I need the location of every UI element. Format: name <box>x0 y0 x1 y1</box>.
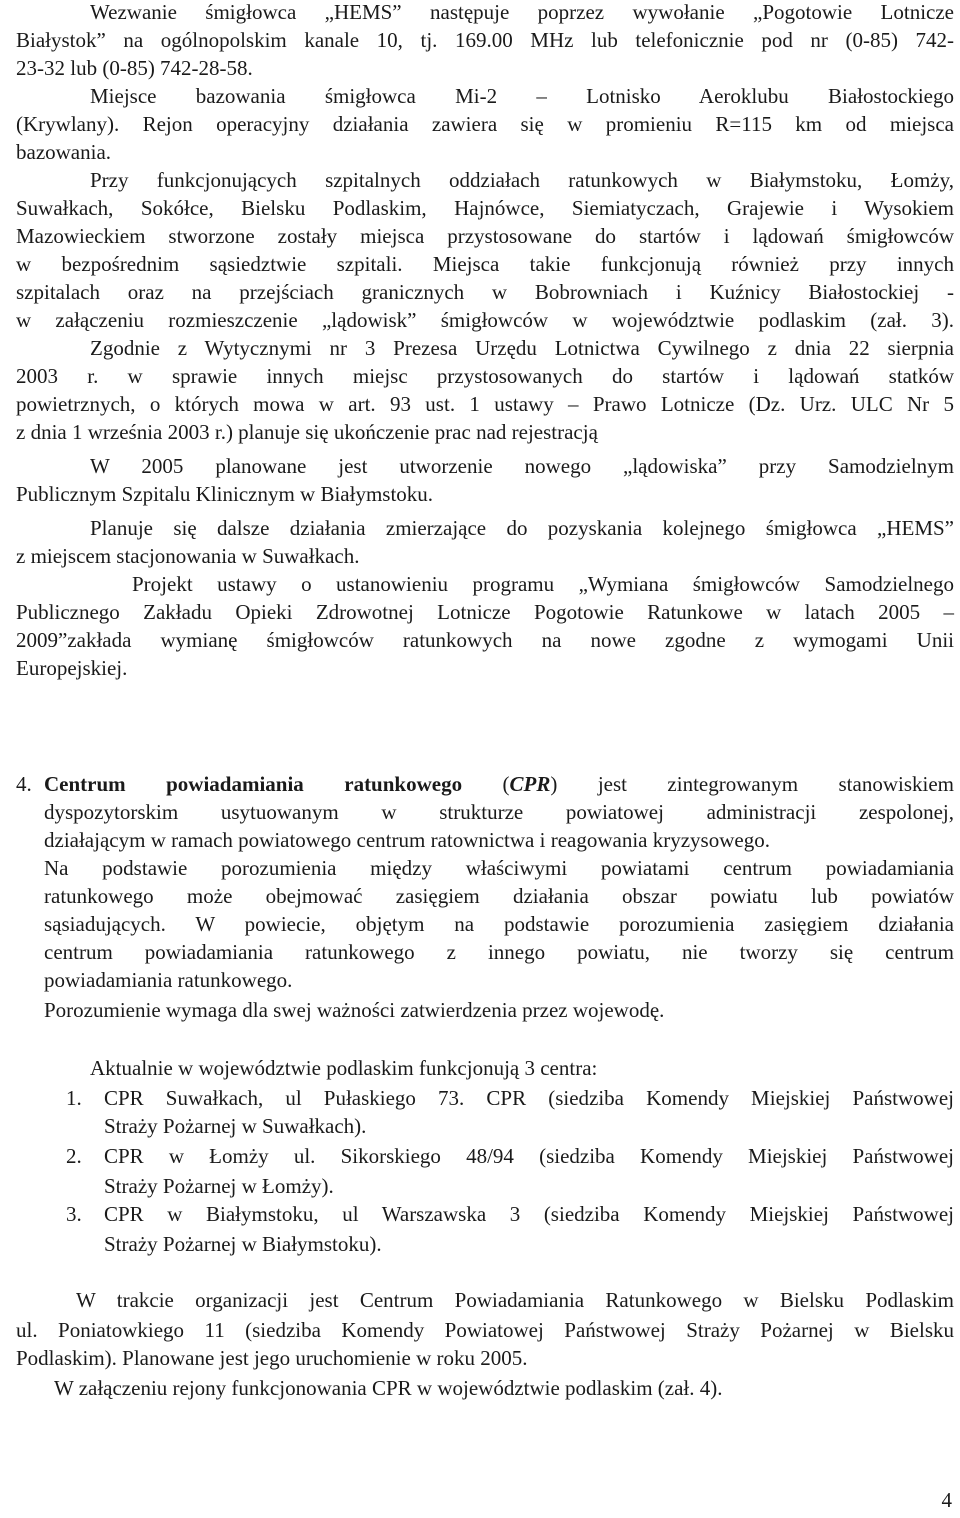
paragraph-line: Projekt ustawy o ustanowieniu programu „Wymiana śmigłowców Samodzielnego <box>132 572 954 596</box>
paragraph-line: W trakcie organizacji jest Centrum Powiadamiania Ratunkowego w Bielsku Podlaskim <box>76 1288 954 1312</box>
list-item-number: 2. <box>66 1144 82 1168</box>
section-abbr: CPR <box>509 772 551 796</box>
paragraph-line: Europejskiej. <box>16 656 128 680</box>
list-item: CPR w Łomży ul. Sikorskiego 48/94 (siedziba Komendy Miejskiej Państwowej <box>104 1144 954 1168</box>
paragraph-line: Podlaskim). Planowane jest jego uruchomienie w roku 2005. <box>16 1346 528 1370</box>
paragraph-line: Zgodnie z Wytycznymi nr 3 Prezesa Urzędu Lotnictwa Cywilnego z dnia 22 sierpnia <box>90 336 954 360</box>
paragraph-line: powiadamiania ratunkowego. <box>44 968 293 992</box>
paragraph-line: sąsiadujących. W powiecie, objętym na podstawie porozumienia zasięgiem działania <box>44 912 954 936</box>
paragraph-line: w bezpośrednim sąsiedztwie szpitali. Miejsca takie funkcjonują również przy innych <box>16 252 954 276</box>
paragraph-line: W 2005 planowane jest utworzenie nowego „lądowiska” przy Samodzielnym <box>90 454 954 478</box>
paragraph-line: 23-32 lub (0-85) 742-28-58. <box>16 56 253 80</box>
list-item-cont: Straży Pożarnej w Suwałkach). <box>104 1114 367 1138</box>
paragraph-line: Wezwanie śmigłowca „HEMS” następuje poprzez wywołanie „Pogotowie Lotnicze <box>90 0 954 24</box>
paragraph-line: Publicznego Zakładu Opieki Zdrowotnej Lotnicze Pogotowie Ratunkowe w latach 2005 – <box>16 600 954 624</box>
paragraph-line: powietrznych, o których mowa w art. 93 ust. 1 ustawy – Prawo Lotnicze (Dz. Urz. ULC Nr 5 <box>16 392 954 416</box>
section-heading-line <box>44 770 954 798</box>
paragraph-line: ratunkowego może obejmować zasięgiem działania obszar powiatu lub powiatów <box>44 884 954 908</box>
list-intro: Aktualnie w województwie podlaskim funkcjonują 3 centra: <box>90 1056 598 1080</box>
paragraph-line: Planuje się dalsze działania zmierzające do pozyskania kolejnego śmigłowca „HEMS” <box>90 516 954 540</box>
section-title-rest: ) jest zintegrowanym stanowiskiem <box>550 772 954 796</box>
paragraph-line: w załączeniu rozmieszczenie „lądowisk” śmigłowców w województwie podlaskim (zał. 3). <box>16 308 954 332</box>
list-item-number: 3. <box>66 1202 82 1226</box>
section-number: 4. <box>16 772 32 796</box>
list-item-cont: Straży Pożarnej w Białymstoku). <box>104 1232 382 1256</box>
list-item-cont: Straży Pożarnej w Łomży). <box>104 1174 334 1198</box>
list-item: CPR Suwałkach, ul Pułaskiego 73. CPR (siedziba Komendy Miejskiej Państwowej <box>104 1086 954 1110</box>
paragraph-line: ul. Poniatowkiego 11 (siedziba Komendy Powiatowej Państwowej Straży Pożarnej w Bielsku <box>16 1318 954 1342</box>
paragraph-line: dyspozytorskim usytuowanym w strukturze powiatowej administracji zespolonej, <box>44 800 954 824</box>
paragraph-line: Przy funkcjonujących szpitalnych oddziałach ratunkowych w Białymstoku, Łomży, <box>90 168 954 192</box>
paragraph-line: Publicznym Szpitalu Klinicznym w Białymstoku. <box>16 482 434 506</box>
paragraph-line: Suwałkach, Sokółce, Bielsku Podlaskim, Hajnówce, Siemiatyczach, Grajewie i Wysokiem <box>16 196 954 220</box>
paragraph-line: (Krywlany). Rejon operacyjny działania zawiera się w promieniu R=115 km od miejsca <box>16 112 954 136</box>
paragraph-line: z miejscem stacjonowania w Suwałkach. <box>16 544 360 568</box>
paren-open: ( <box>462 772 510 796</box>
paragraph-line: Miejsce bazowania śmigłowca Mi-2 – Lotnisko Aeroklubu Białostockiego <box>90 84 954 108</box>
paragraph-line: Na podstawie porozumienia między właściwymi powiatami centrum powiadamiania <box>44 856 954 880</box>
paragraph-line: Porozumienie wymaga dla swej ważności zatwierdzenia przez wojewodę. <box>44 998 665 1022</box>
page-number: 4 <box>941 1488 952 1512</box>
list-item: CPR w Białymstoku, ul Warszawska 3 (siedziba Komendy Miejskiej Państwowej <box>104 1202 954 1226</box>
paragraph-line: Mazowieckiem stworzone zostały miejsca przystosowane do startów i lądowań śmigłowców <box>16 224 954 248</box>
paragraph-line: W załączeniu rejony funkcjonowania CPR w województwie podlaskim (zał. 4). <box>54 1376 723 1400</box>
paragraph-line: centrum powiadamiania ratunkowego z innego powiatu, nie tworzy się centrum <box>44 940 954 964</box>
list-item-number: 1. <box>66 1086 82 1110</box>
paragraph-line: 2009”zakłada wymianę śmigłowców ratunkowych na nowe zgodne z wymogami Unii <box>16 628 954 652</box>
section-title: Centrum powiadamiania ratunkowego <box>44 772 463 796</box>
paragraph-line: z dnia 1 września 2003 r.) planuje się ukończenie prac nad rejestracją <box>16 420 598 444</box>
paragraph-line: bazowania. <box>16 140 112 164</box>
paragraph-line: szpitalach oraz na przejściach granicznych w Bobrowniach i Kuźnicy Białostockiej - <box>16 280 954 304</box>
paragraph-line: 2003 r. w sprawie innych miejsc przystosowanych do startów i lądowań statków <box>16 364 954 388</box>
paragraph-line: Białystok” na ogólnopolskim kanale 10, tj. 169.00 MHz lub telefonicznie pod nr (0-85) 742- <box>16 28 954 52</box>
paragraph-line: działającym w ramach powiatowego centrum ratownictwa i reagowania kryzysowego. <box>44 828 770 852</box>
